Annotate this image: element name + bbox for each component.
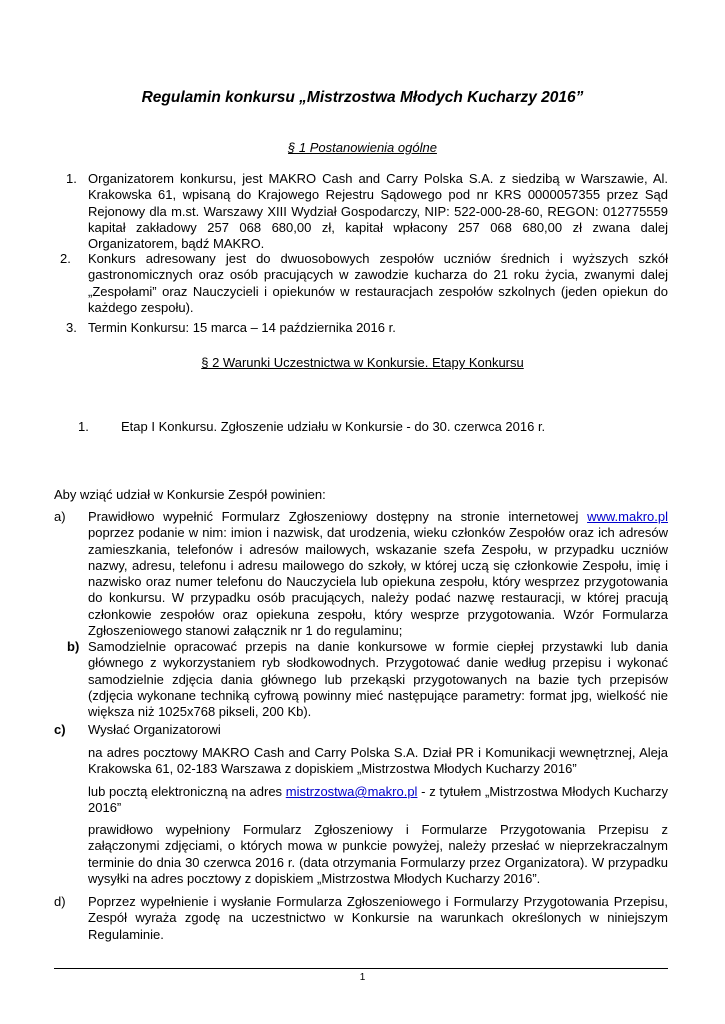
item-c-email-paragraph xyxy=(88,784,668,817)
stage-number: 1. xyxy=(78,419,89,434)
item-a-label: a) xyxy=(54,509,66,524)
section-2-heading: § 2 Warunki Uczestnictwa w Konkursie. Etapy Konkursu xyxy=(201,355,524,370)
document-title: Regulamin konkursu „Mistrzostwa Młodych Kucharzy 2016” xyxy=(141,89,584,106)
section-1-heading: § 1 Postanowienia ogólne xyxy=(288,140,437,155)
item-d-label: d) xyxy=(54,894,66,909)
stage-text: Etap I Konkursu. Zgłoszenie udziału w Konkursie - do 30. czerwca 2016 r. xyxy=(121,419,546,434)
item-b-label: b) xyxy=(67,639,80,654)
item-c-label: c) xyxy=(54,722,66,737)
page-number: 1 xyxy=(359,972,366,983)
item-d-text: Poprzez wypełnienie i wysłanie Formularza Zgłoszeniowego i Formularzy Przygotowania Przepisu, Zespół wyraża zgodę na uczestnictwo w Konkursie na warunkach określonych w niniejszym Regulaminie. xyxy=(88,894,668,942)
item-1-text: Organizatorem konkursu, jest MAKRO Cash and Carry Polska S.A. z siedzibą w Warszawie, Al. Krakowska 61, wpisaną do Krajowego Rejestru Sądowego pod nr KRS 0000057355 przez Sąd Rejonowy dla m.st. Warszawy XIII Wydział Gospodarczy, NIP: 522-000-28-60, REGON: 012775559 kapitał zakładowy 257 068 680,00 zł, kapitał wpłacony 257 068 680,00 zł zwana dalej Organizatorem, bądź MAKRO. xyxy=(88,171,668,252)
item-c-deadline-text: prawidłowo wypełniony Formularz Zgłoszeniowy i Formularze Przygotowania Przepisu z załączonymi zdjęciami, o których mowa w punkcie powyżej, należy przesłać w nieprzekraczalnym terminie do dnia 30 czerwca 2016 r. (data otrzymania Formularzy przez Organizatora). W przypadku wysyłki na adres pocztowy z dopiskiem „Mistrzostwa Młodych Kucharzy 2016”. xyxy=(88,822,668,886)
item-2-text: Konkurs adresowany jest do dwuosobowych zespołów uczniów średnich i wyższych szkół gastronomicznych oraz osób pracujących w zawodzie kucharza do 21 roku życia, zwanymi dalej „Zespołami” oraz Nauczycieli i opiekunów w restauracjach zespołów szkolnych (jeden opiekun do każdego zespołu). xyxy=(88,251,668,315)
item-a-text-1: Prawidłowo wypełnić Formularz Zgłoszeniowy dostępny na stronie internetowej xyxy=(88,509,579,524)
item-c-email-text-b: - z tytułem „Mistrzostwa Młodych Kucharzy 2016” xyxy=(88,784,668,816)
item-3-text: Termin Konkursu: 15 marca – 14 października 2016 r. xyxy=(88,320,396,335)
item-1-number: 1. xyxy=(66,171,77,186)
item-a-text-2: poprzez podanie w nim: imion i nazwisk, dat urodzenia, wieku członków Zespołów oraz ich adresów zamieszkania, telefonów i adresów mailowych, wskazanie szefa Zespołu, w przypadku uczniów nazwy, adresu, telefonu i adresu mailowego do szkoły, w której uczą się członkowie Zespołu, imię i nazwisko oraz numer telefonu do Nauczyciela lub opiekuna zespołu, który wesprzez przygotowania do konkursu. W przypadku osób pracujących, należy podać nazwę restauracji, w której pracują członkowie zespołów oraz opiekuna zespołu, który wesprze przygotowania. Wzór Formularza Zgłoszeniowego stanowi załącznik nr 1 do regulaminu; xyxy=(88,525,668,639)
contest-email-link[interactable]: mistrzostwa@makro.pl xyxy=(285,784,418,799)
item-c-email-text-a: lub pocztą elektroniczną na adres xyxy=(88,784,283,799)
item-c-text: Wysłać Organizatorowi xyxy=(88,722,221,737)
makro-website-link[interactable]: www.makro.pl xyxy=(587,509,668,524)
item-2-number: 2. xyxy=(60,251,71,266)
item-a-paragraph xyxy=(88,509,668,639)
intro-text: Aby wziąć udział w Konkursie Zespół powinien: xyxy=(54,487,326,502)
item-3-number: 3. xyxy=(66,320,77,335)
footer-divider xyxy=(54,968,668,969)
item-c-postal-address: na adres pocztowy MAKRO Cash and Carry Polska S.A. Dział PR i Komunikacji wewnętrznej, Aleja Krakowska 61, 02-183 Warszawa z dopiskiem „Mistrzostwa Młodych Kucharzy 2016” xyxy=(88,745,668,777)
item-b-text: Samodzielnie opracować przepis na danie konkursowe w formie ciepłej przystawki lub dania głównego z wykorzystaniem ryb słodkowodnych. Przygotować danie według przepisu i wykonać samodzielnie zdjęcia dania głównego lub przekąski przygotowanych na bazie tych przepisów (zdjęcia wykonane techniką cyfrową powinny mieć następujące parametry: format jpg, wielkość nie większa niż 1025x768 pikseli, 200 Kb). xyxy=(88,639,668,720)
